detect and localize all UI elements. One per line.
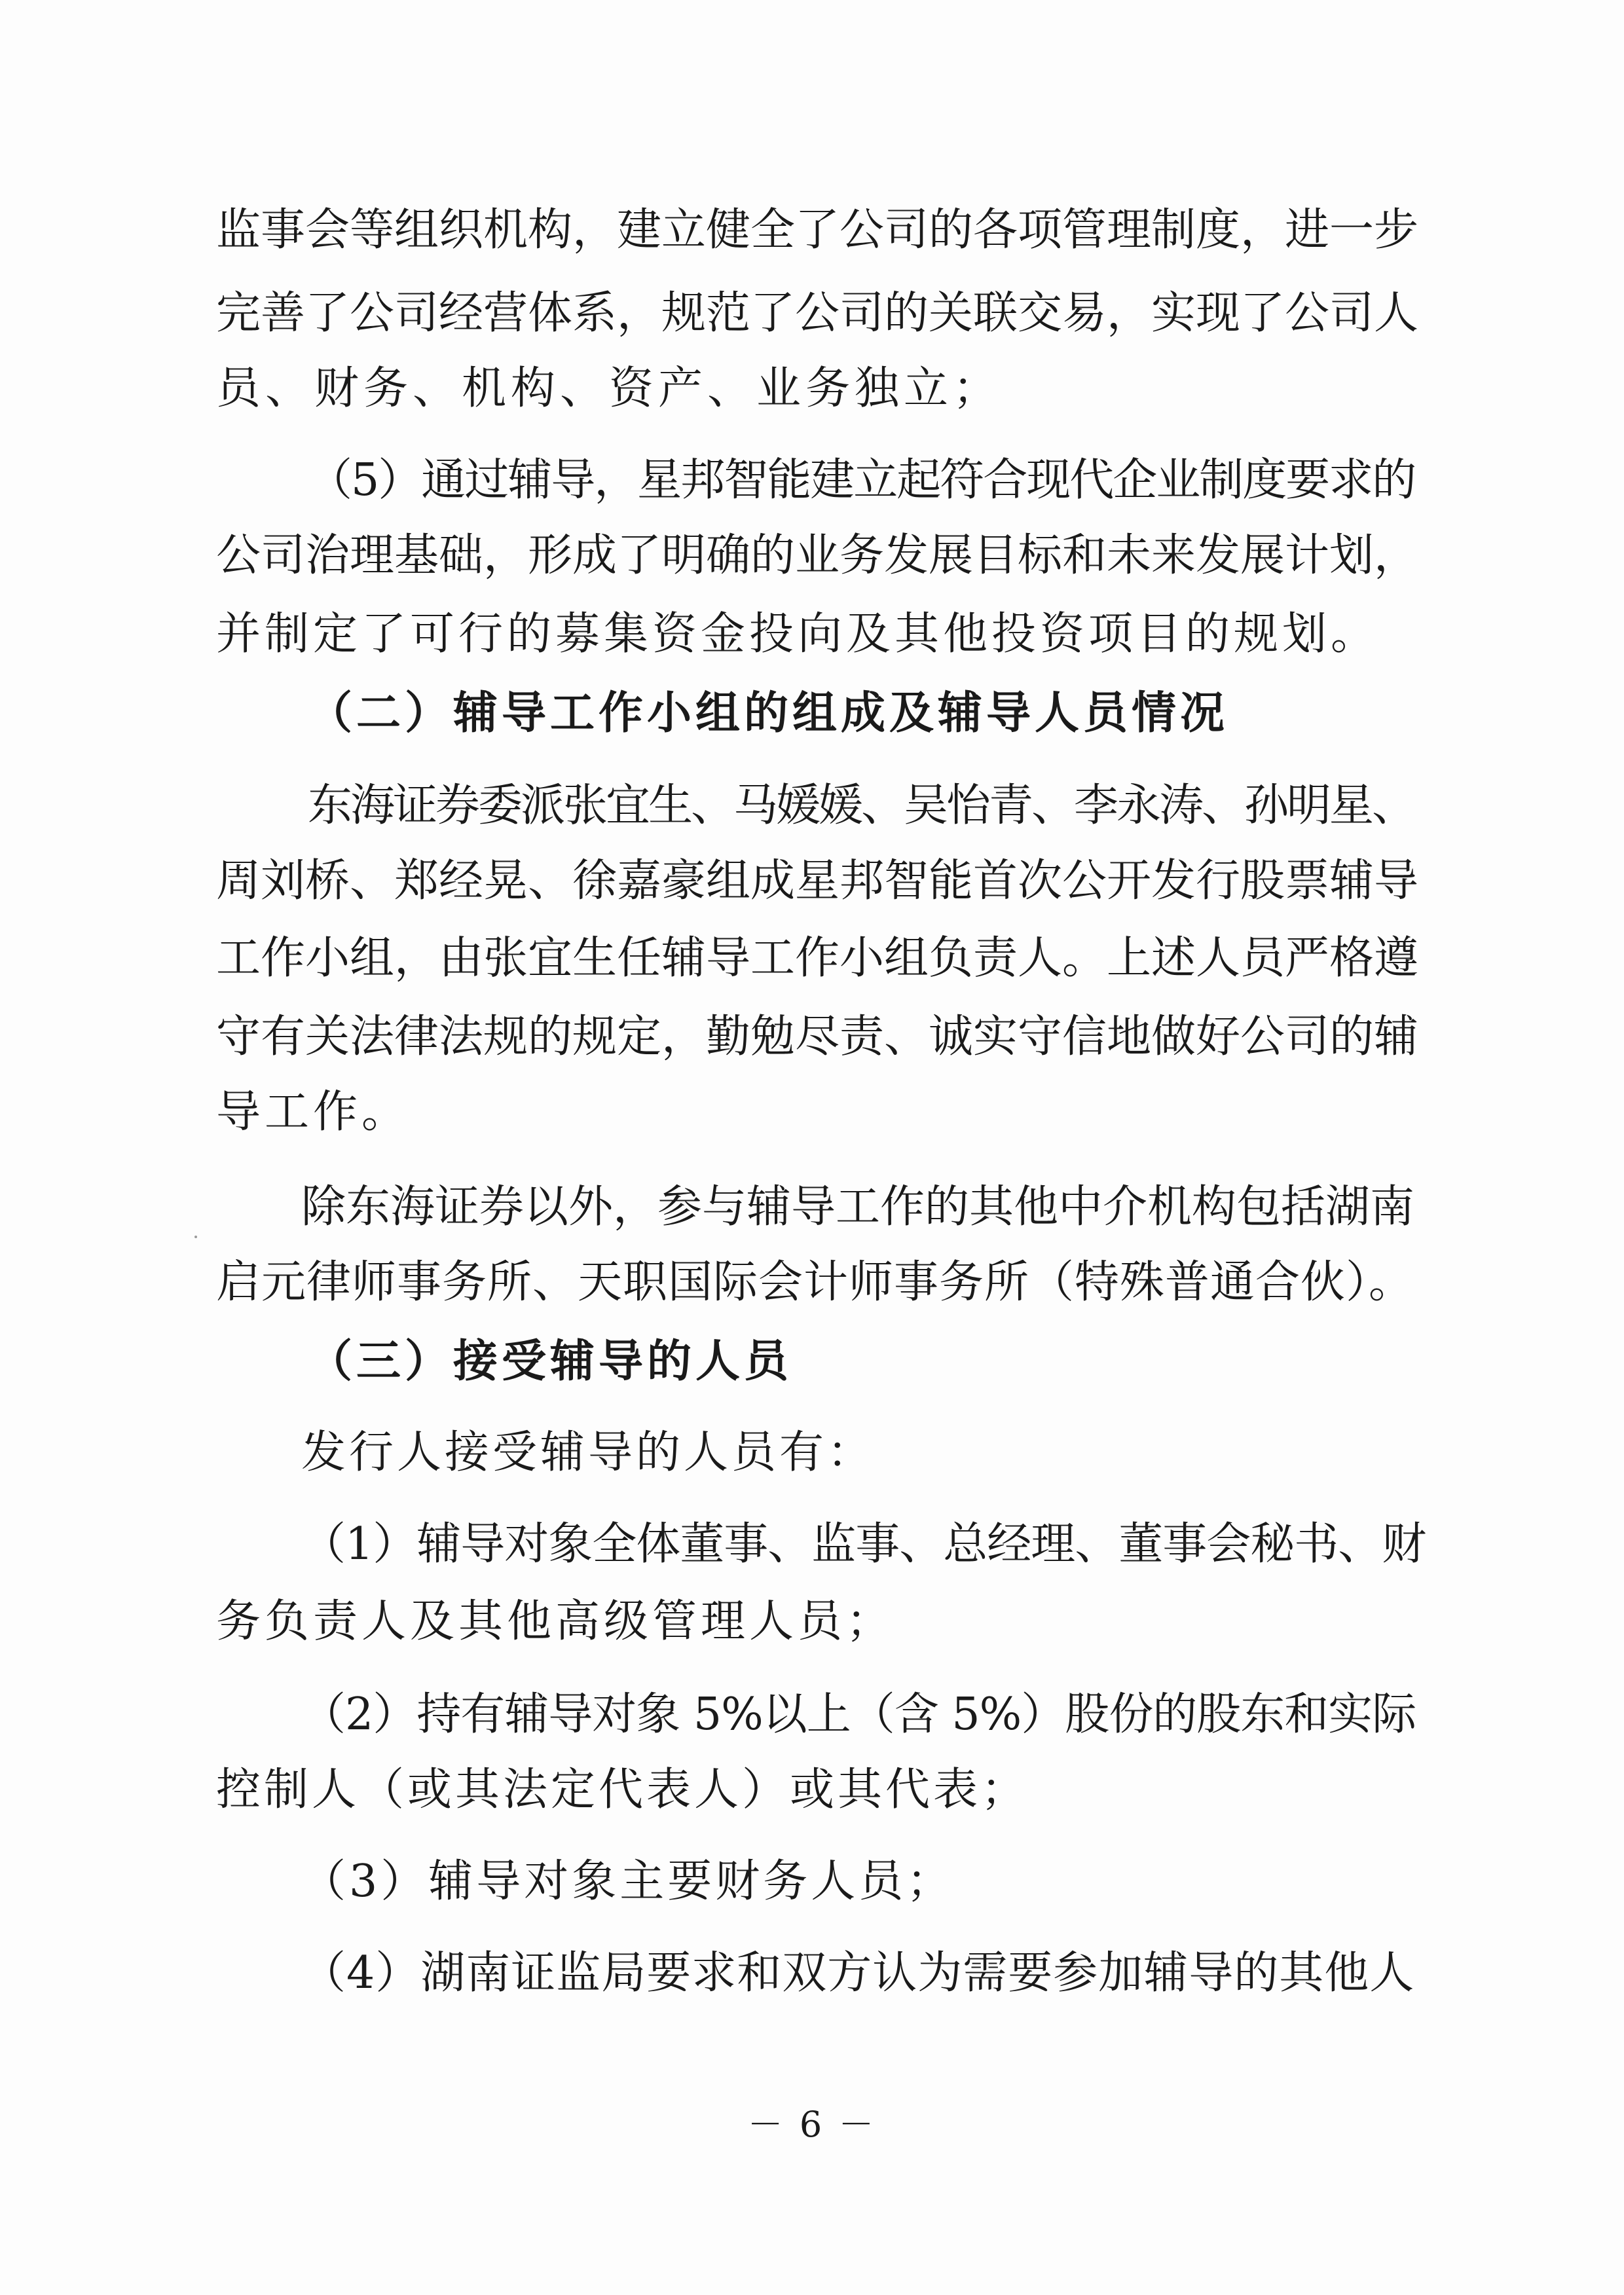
paragraph-line: 除东海证券以外，参与辅导工作的其他中介机构包括湖南 bbox=[301, 1181, 1415, 1233]
scan-speck bbox=[194, 1236, 197, 1238]
page-number: － 6 － bbox=[747, 2104, 877, 2145]
paragraph-line: 完善了公司经营体系，规范了公司的关联交易，实现了公司人 bbox=[216, 287, 1419, 339]
paragraph-line: （5）通过辅导，星邦智能建立起符合现代企业制度要求的 bbox=[308, 454, 1416, 506]
paragraph-line: 员、财务、机构、资产、业务独立； bbox=[216, 363, 1003, 414]
paragraph-line: 周刘桥、郑经晃、徐嘉豪组成星邦智能首次公开发行股票辅导 bbox=[216, 855, 1419, 907]
paragraph-line: 并制定了可行的募集资金投向及其他投资项目的规划。 bbox=[216, 608, 1380, 660]
paragraph-line: （4）湖南证监局要求和双方认为需要参加辅导的其他人 bbox=[301, 1947, 1415, 1999]
paragraph-line: 监事会等组织机构，建立健全了公司的各项管理制度，进一步 bbox=[216, 204, 1419, 256]
section-heading-3: （三）接受辅导的人员 bbox=[308, 1335, 793, 1387]
paragraph-line: 务负责人及其他高级管理人员； bbox=[216, 1596, 895, 1647]
paragraph-line: 发行人接受辅导的人员有： bbox=[301, 1427, 876, 1478]
paragraph-line: （2）持有辅导对象 5%以上（含 5%）股份的股东和实际 bbox=[301, 1689, 1416, 1740]
paragraph-line: 控制人（或其法定代表人）或其代表； bbox=[216, 1764, 1029, 1816]
paragraph-line: 导工作。 bbox=[216, 1086, 411, 1138]
paragraph-line: （3）辅导对象主要财务人员； bbox=[301, 1856, 955, 1907]
section-heading-2: （二）辅导工作小组的组成及辅导人员情况 bbox=[308, 687, 1229, 739]
paragraph-line: 公司治理基础，形成了明确的业务发展目标和未来发展计划， bbox=[216, 530, 1419, 581]
paragraph-line: 启元律师事务所、天职国际会计师事务所（特殊普通合伙）。 bbox=[216, 1257, 1414, 1308]
paragraph-line: 东海证券委派张宜生、马媛媛、吴怡青、李永涛、孙明星、 bbox=[308, 780, 1415, 832]
paragraph-line: 工作小组，由张宜生任辅导工作小组负责人。上述人员严格遵 bbox=[216, 932, 1419, 984]
paragraph-line: 守有关法律法规的规定，勤勉尽责、诚实守信地做好公司的辅 bbox=[216, 1011, 1419, 1063]
paragraph-line: （1）辅导对象全体董事、监事、总经理、董事会秘书、财 bbox=[301, 1518, 1426, 1570]
